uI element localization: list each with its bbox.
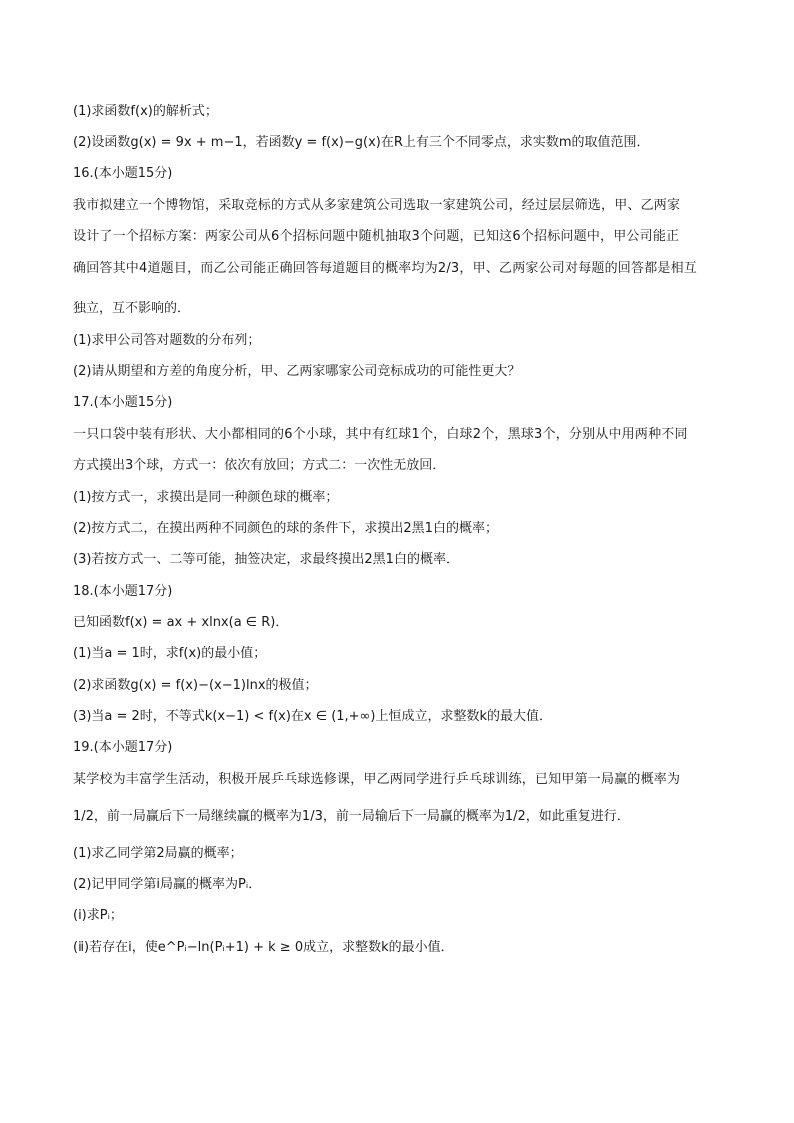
q17-part2: (2)按方式二，在摸出两种不同颜色的球的条件下，求摸出2黑1白的概率； xyxy=(73,521,498,536)
q15-part1: (1)求函数f(x)的解析式； xyxy=(73,104,218,119)
q16-part2: (2)请从期望和方差的角度分析，甲、乙两家哪家公司竞标成功的可能性更大？ xyxy=(73,364,521,379)
q16-header: 16.(本小题15分) xyxy=(73,166,173,181)
q17-part3: (3)若按方式一、二等可能，抽签决定，求最终摸出2黑1白的概率． xyxy=(73,552,459,567)
q19-part1: (1)求乙同学第2局赢的概率； xyxy=(73,846,243,861)
q16-text-1: 我市拟建立一个博物馆，采取竞标的方式从多家建筑公司选取一家建筑公司，经过层层筛选，甲、乙两家 xyxy=(73,198,681,213)
q19-part2-i: (ⅰ)求Pᵢ； xyxy=(73,908,123,923)
q19-part2-ii: (ⅱ)若存在i，使e^Pᵢ−ln(Pᵢ+1) + k ≥ 0成立，求整数k的最小值． xyxy=(73,940,454,955)
q19-header: 19.(本小题17分) xyxy=(73,740,173,755)
q16-text-2: 设计了一个招标方案：两家公司从6个招标问题中随机抽取3个问题，已知这6个招标问题中，甲公司能正 xyxy=(73,229,680,244)
q19-text-1: 某学校为丰富学生活动，积极开展乒乓球选修课，甲乙两同学进行乒乓球训练，已知甲第一局赢的概率为 xyxy=(73,772,681,787)
q19-text-2: 1/2，前一局赢后下一局继续赢的概率为1/3，前一局输后下一局赢的概率为1/2，如此重复进行． xyxy=(73,809,630,824)
q17-text-1: 一只口袋中装有形状、大小都相同的6个小球，其中有红球1个，白球2个，黑球3个，分别从中用两种不同 xyxy=(73,427,688,442)
q18-header: 18.(本小题17分) xyxy=(73,584,173,599)
q16-part1: (1)求甲公司答对题数的分布列； xyxy=(73,333,261,348)
q18-part2: (2)求函数g(x) = f(x)−(x−1)lnx的极值； xyxy=(73,678,318,693)
q17-part1: (1)按方式一，求摸出是同一种颜色球的概率； xyxy=(73,490,339,505)
q16-text-4: 独立，互不影响的． xyxy=(73,301,191,316)
q15-part2: (2)设函数g(x) = 9x + m−1，若函数y = f(x)−g(x)在R上有三个不同零点，求实数m的取值范围． xyxy=(73,135,650,150)
q18-part1: (1)当a = 1时，求f(x)的最小值； xyxy=(73,646,267,661)
q19-part2: (2)记甲同学第i局赢的概率为Pᵢ． xyxy=(73,877,262,892)
q18-part3: (3)当a = 2时，不等式k(x−1) < f(x)在x ∈ (1,+∞)上恒成立，求整数k的最大值． xyxy=(73,709,552,724)
q17-header: 17.(本小题15分) xyxy=(73,395,173,410)
q17-text-2: 方式摸出3个球，方式一：依次有放回；方式二：一次性无放回． xyxy=(73,458,446,473)
q16-text-3: 确回答其中4道题目，而乙公司能正确回答每道题目的概率均为2/3，甲、乙两家公司对每题的回答都是相互 xyxy=(73,261,697,276)
q18-text: 已知函数f(x) = ax + xlnx(a ∈ R)． xyxy=(73,615,289,630)
